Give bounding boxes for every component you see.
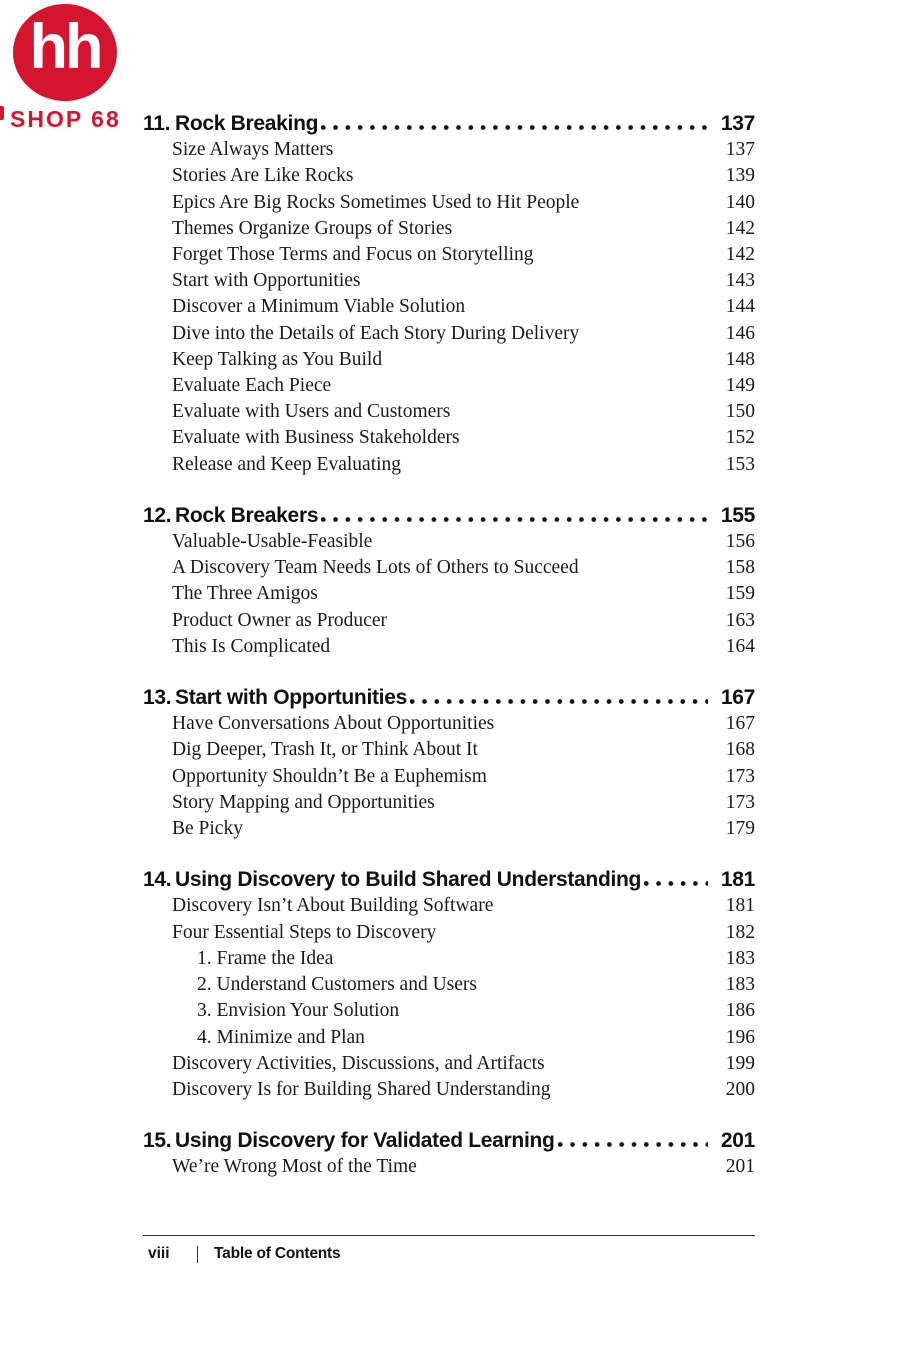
entry-title: Dig Deeper, Trash It, or Think About It bbox=[172, 739, 478, 761]
toc-entry bbox=[143, 1154, 755, 1180]
footer-rule bbox=[143, 1235, 755, 1236]
table-of-contents bbox=[143, 111, 755, 1181]
toc-entry bbox=[143, 1051, 755, 1077]
chapter-page-number: 201 bbox=[720, 1129, 755, 1153]
toc-chapter bbox=[143, 867, 755, 1103]
toc-entry bbox=[143, 294, 755, 320]
entry-title: Product Owner as Producer bbox=[172, 609, 387, 631]
chapter-page-number: 181 bbox=[720, 868, 755, 892]
entry-page-number: 143 bbox=[725, 270, 755, 292]
entry-title: Release and Keep Evaluating bbox=[172, 453, 402, 475]
chapter-title: Rock Breakers bbox=[175, 503, 319, 527]
toc-entry bbox=[143, 1077, 755, 1103]
entry-page-number: 150 bbox=[725, 401, 755, 423]
entry-page-number: 148 bbox=[725, 348, 755, 370]
entry-title: Themes Organize Groups of Stories bbox=[172, 217, 453, 239]
toc-chapter bbox=[143, 1128, 755, 1180]
entry-page-number: 199 bbox=[725, 1052, 755, 1074]
footer-section-title: Table of Contents bbox=[214, 1245, 341, 1262]
entry-title: 1. Frame the Idea bbox=[197, 947, 334, 969]
entry-title: Size Always Matters bbox=[172, 139, 334, 161]
toc-entry bbox=[143, 893, 755, 919]
toc-entry bbox=[143, 425, 755, 451]
entry-page-number: 163 bbox=[725, 609, 755, 631]
chapter-number: 12. bbox=[143, 503, 172, 527]
entry-title: Discovery Isn’t About Building Software bbox=[172, 895, 494, 917]
footer-separator bbox=[197, 1246, 199, 1263]
cutoff-text-artifact bbox=[0, 106, 4, 120]
toc-entry bbox=[143, 137, 755, 163]
toc-entry bbox=[143, 764, 755, 790]
entry-page-number: 186 bbox=[725, 1000, 755, 1022]
entry-page-number: 201 bbox=[725, 1156, 755, 1178]
entry-page-number: 149 bbox=[725, 375, 755, 397]
toc-entry bbox=[143, 347, 755, 373]
entry-title: 3. Envision Your Solution bbox=[197, 1000, 400, 1022]
entry-title: This Is Complicated bbox=[172, 635, 331, 657]
chapter-title: Using Discovery for Validated Learning bbox=[175, 1129, 555, 1153]
entry-page-number: 200 bbox=[725, 1078, 755, 1100]
dot-leader bbox=[321, 517, 708, 522]
toc-entry bbox=[143, 452, 755, 478]
chapter-page-number: 167 bbox=[720, 686, 755, 710]
folio-page-number: viii bbox=[148, 1245, 170, 1262]
entry-page-number: 144 bbox=[725, 296, 755, 318]
toc-entry bbox=[143, 190, 755, 216]
toc-entry bbox=[143, 529, 755, 555]
entry-page-number: 182 bbox=[725, 921, 755, 943]
entry-page-number: 168 bbox=[725, 739, 755, 761]
entry-page-number: 173 bbox=[725, 765, 755, 787]
entry-title: Discovery Activities, Discussions, and Artifacts bbox=[172, 1052, 545, 1074]
entry-title: A Discovery Team Needs Lots of Others to Succeed bbox=[172, 557, 579, 579]
entry-page-number: 140 bbox=[725, 191, 755, 213]
chapter-page-number: 155 bbox=[720, 503, 755, 527]
entry-title: We’re Wrong Most of the Time bbox=[172, 1156, 417, 1178]
entry-page-number: 164 bbox=[725, 635, 755, 657]
chapter-number: 15. bbox=[143, 1129, 172, 1153]
entry-page-number: 183 bbox=[725, 974, 755, 996]
chapter-heading bbox=[143, 111, 755, 137]
toc-entry bbox=[143, 373, 755, 399]
logo-monogram: hh bbox=[29, 12, 101, 82]
entry-title: Evaluate with Users and Customers bbox=[172, 401, 451, 423]
entry-title: Discovery Is for Building Shared Understanding bbox=[172, 1078, 551, 1100]
toc-entry bbox=[143, 163, 755, 189]
entry-title: Keep Talking as You Build bbox=[172, 348, 383, 370]
entry-title: Stories Are Like Rocks bbox=[172, 165, 354, 187]
logo-shop-label: SHOP 68 bbox=[10, 106, 121, 132]
toc-entry bbox=[143, 737, 755, 763]
entry-page-number: 152 bbox=[725, 427, 755, 449]
chapter-number: 13. bbox=[143, 686, 172, 710]
toc-entry bbox=[143, 268, 755, 294]
chapter-title: Start with Opportunities bbox=[175, 686, 407, 710]
entry-page-number: 179 bbox=[725, 818, 755, 840]
entry-title: Evaluate with Business Stakeholders bbox=[172, 427, 460, 449]
page-footer bbox=[143, 1235, 755, 1263]
toc-entry bbox=[143, 920, 755, 946]
dot-leader bbox=[410, 699, 708, 704]
entry-page-number: 167 bbox=[725, 713, 755, 735]
entry-page-number: 181 bbox=[725, 895, 755, 917]
toc-entry bbox=[143, 608, 755, 634]
entry-page-number: 146 bbox=[725, 322, 755, 344]
chapter-number: 11. bbox=[143, 112, 171, 135]
toc-entry bbox=[143, 581, 755, 607]
entry-title: Opportunity Shouldn’t Be a Euphemism bbox=[172, 765, 487, 787]
entry-title: Epics Are Big Rocks Sometimes Used to Hit People bbox=[172, 191, 580, 213]
chapter-title: Rock Breaking bbox=[175, 112, 319, 135]
toc-entry bbox=[143, 321, 755, 347]
entry-title: Story Mapping and Opportunities bbox=[172, 791, 435, 813]
entry-page-number: 159 bbox=[725, 583, 755, 605]
dot-leader bbox=[558, 1142, 708, 1147]
toc-entry bbox=[143, 711, 755, 737]
entry-page-number: 196 bbox=[725, 1026, 755, 1048]
toc-entry bbox=[143, 216, 755, 242]
logo-circle-icon bbox=[13, 4, 117, 101]
entry-title: 4. Minimize and Plan bbox=[197, 1026, 365, 1048]
entry-title: Have Conversations About Opportunities bbox=[172, 713, 495, 735]
toc-chapter bbox=[143, 503, 755, 660]
entry-page-number: 183 bbox=[725, 947, 755, 969]
toc-entry bbox=[143, 399, 755, 425]
dot-leader bbox=[321, 125, 708, 130]
entry-title: Evaluate Each Piece bbox=[172, 375, 332, 397]
entry-page-number: 156 bbox=[725, 531, 755, 553]
entry-title: 2. Understand Customers and Users bbox=[197, 974, 477, 996]
entry-page-number: 153 bbox=[725, 453, 755, 475]
toc-chapter bbox=[143, 685, 755, 842]
chapter-number: 14. bbox=[143, 868, 172, 892]
entry-title: Forget Those Terms and Focus on Storytelling bbox=[172, 244, 534, 266]
entry-title: The Three Amigos bbox=[172, 583, 318, 605]
chapter-title: Using Discovery to Build Shared Understanding bbox=[175, 868, 642, 892]
chapter-page-number: 137 bbox=[720, 112, 755, 135]
entry-title: Four Essential Steps to Discovery bbox=[172, 921, 437, 943]
toc-entry bbox=[143, 998, 755, 1024]
chapter-heading bbox=[143, 685, 755, 711]
entry-page-number: 137 bbox=[725, 139, 755, 161]
entry-title: Be Picky bbox=[172, 818, 243, 840]
dot-leader bbox=[644, 881, 708, 886]
entry-title: Dive into the Details of Each Story During Delivery bbox=[172, 322, 580, 344]
toc-entry bbox=[143, 816, 755, 842]
chapter-heading bbox=[143, 503, 755, 529]
entry-page-number: 173 bbox=[725, 791, 755, 813]
entry-title: Discover a Minimum Viable Solution bbox=[172, 296, 466, 318]
chapter-heading bbox=[143, 1128, 755, 1154]
toc-entry bbox=[143, 634, 755, 660]
logo bbox=[10, 4, 143, 133]
entry-title: Valuable-Usable-Feasible bbox=[172, 531, 373, 553]
toc-entry bbox=[143, 242, 755, 268]
toc-chapter bbox=[143, 111, 755, 478]
toc-entry bbox=[143, 946, 755, 972]
entry-title: Start with Opportunities bbox=[172, 270, 361, 292]
chapter-heading bbox=[143, 867, 755, 893]
entry-page-number: 142 bbox=[725, 217, 755, 239]
toc-entry bbox=[143, 1025, 755, 1051]
footer-text bbox=[143, 1245, 755, 1263]
toc-entry bbox=[143, 972, 755, 998]
entry-page-number: 142 bbox=[725, 244, 755, 266]
toc-entry bbox=[143, 790, 755, 816]
entry-page-number: 139 bbox=[725, 165, 755, 187]
toc-entry bbox=[143, 555, 755, 581]
entry-page-number: 158 bbox=[725, 557, 755, 579]
